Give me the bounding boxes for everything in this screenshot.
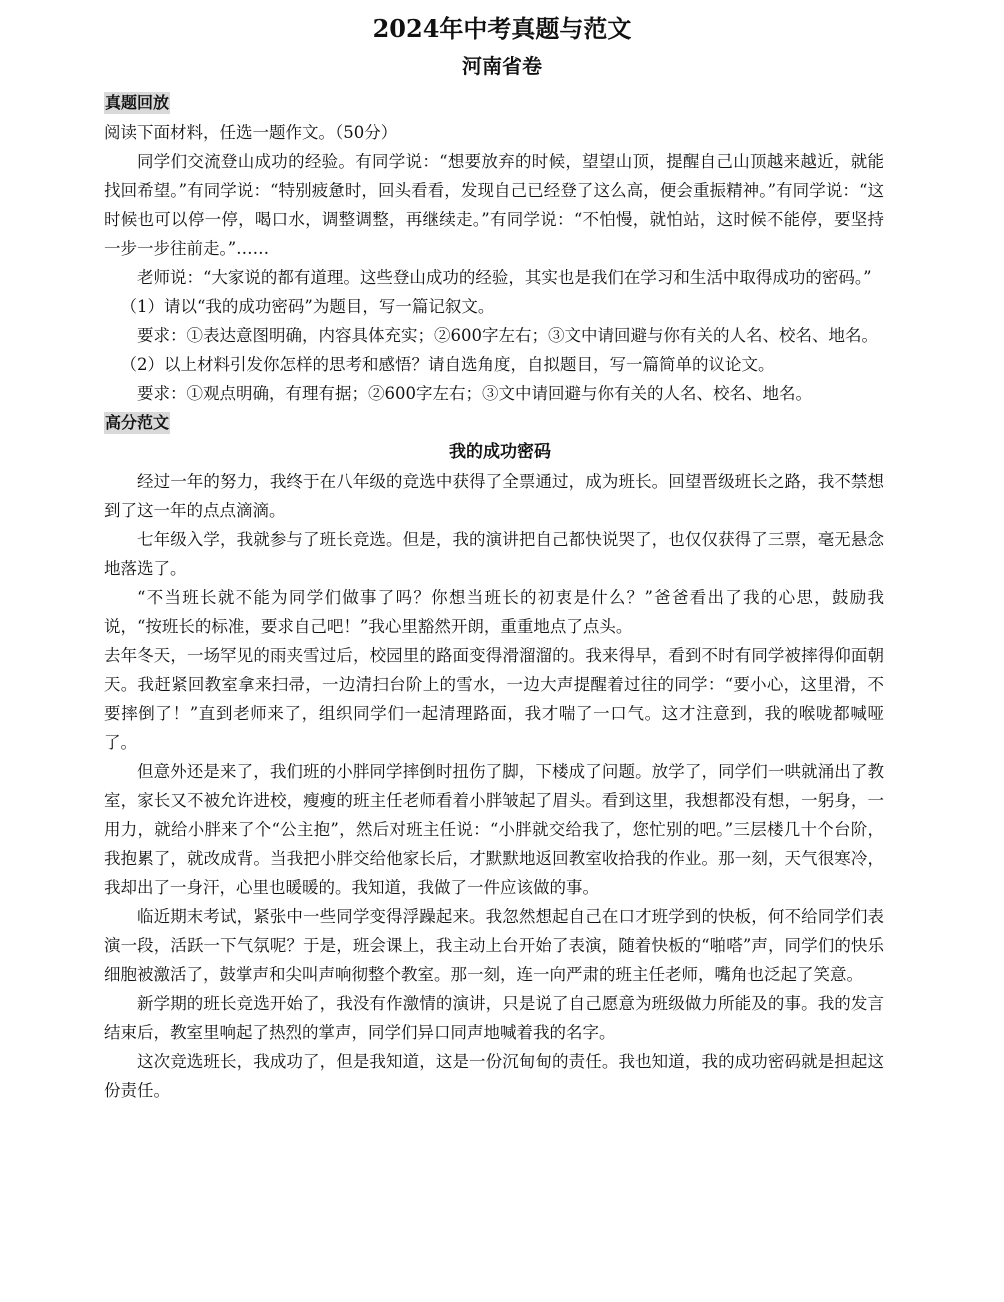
essay-paragraph: 七年级入学，我就参与了班长竞选。但是，我的演讲把自己都快说哭了，也仅仅获得了三票，毫无悬念地落选了。: [104, 530, 884, 578]
exam-instruction: 阅读下面材料，任选一题作文。（50分）: [104, 123, 398, 142]
essay-paragraph: 去年冬天，一场罕见的雨夹雪过后，校园里的路面变得滑溜溜的。我来得早，看到不时有同学被摔得仰面朝天。我赶紧回教室拿来扫帚，一边清扫台阶上的雪水，一边大声提醒着过往的同学：“要小心，这里滑，不要摔倒了！”直到老师来了，组织同学们一起清理路面，我才喘了一口气。这才注意到，我的喉咙都喊哑了。: [104, 646, 884, 752]
exam-question-1-requirements: 要求：①表达意图明确，内容具体充实；②600字左右；③文中请回避与你有关的人名、校名、地名。: [137, 326, 878, 345]
section-model-essay: [104, 408, 884, 1105]
exam-question-2: （2）以上材料引发你怎样的思考和感悟？请自选角度，自拟题目，写一篇简单的议论文。: [120, 355, 775, 374]
essay-title: 我的成功密码: [449, 442, 551, 462]
section-label-real-exam: 真题回放: [105, 93, 170, 112]
essay-paragraph: 新学期的班长竞选开始了，我没有作激情的演讲，只是说了自己愿意为班级做力所能及的事。我的发言结束后，教室里响起了热烈的掌声，同学们异口同声地喊着我的名字。: [104, 994, 884, 1042]
section-real-exam: [104, 88, 884, 408]
document-subtitle: 河南省卷: [462, 54, 542, 78]
document-title: 2024年中考真题与范文: [372, 14, 632, 43]
exam-question-2-requirements: 要求：①观点明确，有理有据；②600字左右；③文中请回避与你有关的人名、校名、地名。: [137, 384, 812, 403]
essay-paragraph: “不当班长就不能为同学们做事了吗？你想当班长的初衷是什么？”爸爸看出了我的心思，鼓励我说，“按班长的标准，要求自己吧！”我心里豁然开朗，重重地点了点头。: [104, 588, 884, 636]
essay-paragraph: 临近期末考试，紧张中一些同学变得浮躁起来。我忽然想起自己在口才班学到的快板，何不给同学们表演一段，活跃一下气氛呢？于是，班会课上，我主动上台开始了表演，随着快板的“啪嗒”声，同学们的快乐细胞被激活了，鼓掌声和尖叫声响彻整个教室。那一刻，连一向严肃的班主任老师，嘴角也泛起了笑意。: [104, 907, 884, 984]
exam-question-1: （1）请以“我的成功密码”为题目，写一篇记叙文。: [120, 297, 495, 316]
essay-paragraph: 这次竞选班长，我成功了，但是我知道，这是一份沉甸甸的责任。我也知道，我的成功密码就是担起这份责任。: [104, 1052, 884, 1100]
essay-paragraph: 经过一年的努力，我终于在八年级的竞选中获得了全票通过，成为班长。回望晋级班长之路，我不禁想到了这一年的点点滴滴。: [104, 472, 884, 520]
exam-material-paragraph-2: 老师说：“大家说的都有道理。这些登山成功的经验，其实也是我们在学习和生活中取得成功的密码。”: [137, 268, 872, 287]
essay-paragraph: 但意外还是来了，我们班的小胖同学摔倒时扭伤了脚，下楼成了问题。放学了，同学们一哄就涌出了教室，家长又不被允许进校，瘦瘦的班主任老师看着小胖皱起了眉头。看到这里，我想都没有想，一躬身，一用力，就给小胖来了个“公主抱”，然后对班主任说：“小胖就交给我了，您忙别的吧。”三层楼几十个台阶，我抱累了，就改成背。当我把小胖交给他家长后，才默默地返回教室收拾我的作业。那一刻，天气很寒冷，我却出了一身汗，心里也暖暖的。我知道，我做了一件应该做的事。: [104, 762, 884, 897]
exam-material-paragraph-1: 同学们交流登山成功的经验。有同学说：“想要放弃的时候，望望山顶，提醒自己山顶越来越近，就能找回希望。”有同学说：“特别疲惫时，回头看看，发现自己已经登了这么高，便会重振精神。”有同学说：“这时候也可以停一停，喝口水，调整调整，再继续走。”有同学说：“不怕慢，就怕站，这时候不能停，要坚持一步一步往前走。”……: [104, 152, 884, 258]
document-body: [104, 88, 884, 1105]
section-label-model-essay: 高分范文: [105, 413, 170, 432]
